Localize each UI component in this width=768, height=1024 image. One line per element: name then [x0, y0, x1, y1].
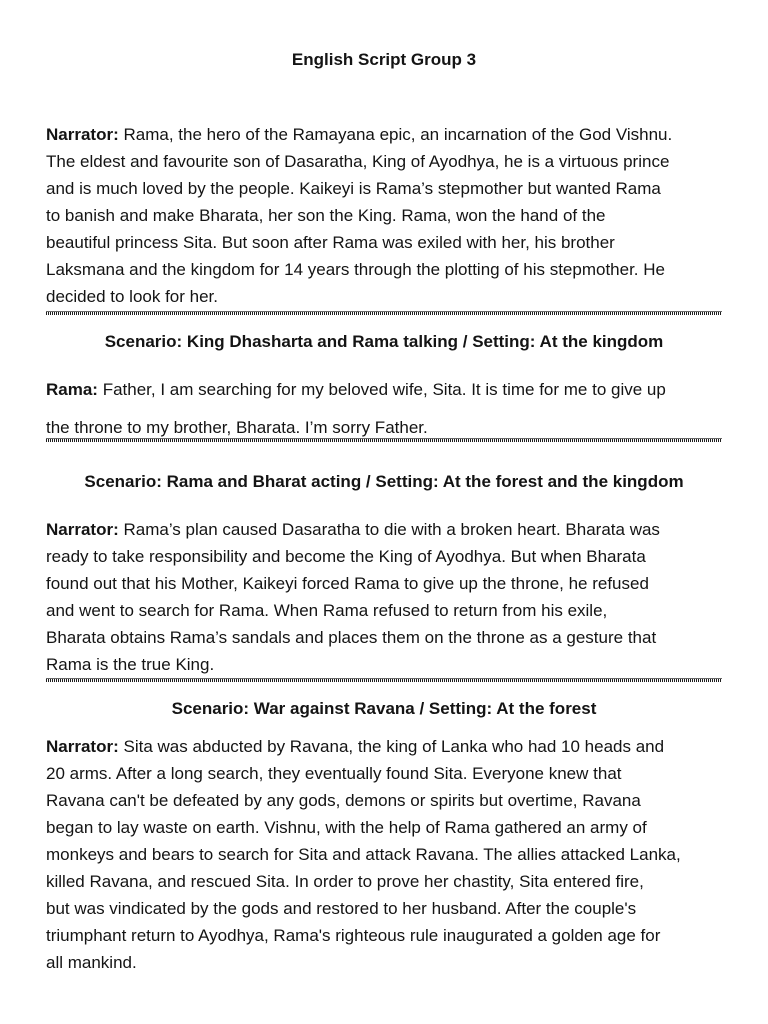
text-line: triumphant return to Ayodhya, Rama's righteous rule inaugurated a golden age for [46, 926, 661, 945]
intro-narration [46, 121, 746, 310]
text-line: monkeys and bears to search for Sita and attack Ravana. The allies attacked Lanka, [46, 845, 681, 864]
text-line: and went to search for Rama. When Rama refused to return from his exile, [46, 601, 608, 620]
line-text: Rama’s plan caused Dasaratha to die with a broken heart. Bharata was [123, 520, 660, 539]
text-line: Bharata obtains Rama’s sandals and places them on the throne as a gesture that [46, 628, 657, 647]
line-text: Rama, the hero of the Ramayana epic, an incarnation of the God Vishnu. [123, 125, 673, 144]
speaker-label: Narrator: [46, 125, 119, 144]
section-divider [46, 438, 722, 442]
text-line [46, 121, 746, 148]
scene-narration [46, 733, 746, 976]
scenario-heading: Scenario: King Dhasharta and Rama talking / Setting: At the kingdom [104, 332, 664, 351]
scenario-heading: Scenario: Rama and Bharat acting / Setting: At the forest and the kingdom [84, 472, 684, 491]
section-divider [46, 678, 722, 682]
text-line: began to lay waste on earth. Vishnu, with the help of Rama gathered an army of [46, 818, 647, 837]
scene-narration [46, 516, 746, 678]
text-line: the throne to my brother, Bharata. I’m sorry Father. [46, 418, 428, 437]
text-line: decided to look for her. [46, 287, 219, 306]
text-line [46, 516, 746, 543]
text-line [46, 371, 746, 409]
section-divider [46, 311, 722, 315]
speaker-label: Narrator: [46, 520, 119, 539]
text-line: and is much loved by the people. Kaikeyi is Rama’s stepmother but wanted Rama [46, 179, 661, 198]
text-line: The eldest and favourite son of Dasaratha, King of Ayodhya, he is a virtuous prince [46, 152, 670, 171]
text-line: beautiful princess Sita. But soon after Rama was exiled with her, his brother [46, 233, 615, 252]
text-line: Rama is the true King. [46, 655, 215, 674]
text-line: found out that his Mother, Kaikeyi forced Rama to give up the throne, he refused [46, 574, 649, 593]
text-line: ready to take responsibility and become the King of Ayodhya. But when Bharata [46, 547, 646, 566]
text-line: 20 arms. After a long search, they eventually found Sita. Everyone knew that [46, 764, 622, 783]
text-line: but was vindicated by the gods and restored to her husband. After the couple's [46, 899, 637, 918]
speaker-label: Narrator: [46, 737, 119, 756]
text-line: killed Ravana, and rescued Sita. In order to prove her chastity, Sita entered fire, [46, 872, 644, 891]
text-line: to banish and make Bharata, her son the King. Rama, won the hand of the [46, 206, 606, 225]
scenario-heading: Scenario: War against Ravana / Setting: At the forest [171, 699, 597, 718]
text-line: all mankind. [46, 953, 137, 972]
text-line: Laksmana and the kingdom for 14 years through the plotting of his stepmother. He [46, 260, 665, 279]
line-text: Sita was abducted by Ravana, the king of Lanka who had 10 heads and [123, 737, 665, 756]
text-line [46, 733, 746, 760]
page-title: English Script Group 3 [291, 50, 477, 69]
line-text: Father, I am searching for my beloved wife, Sita. It is time for me to give up [102, 380, 666, 399]
speaker-label: Rama: [46, 380, 98, 399]
scene-dialogue [46, 371, 746, 447]
text-line: Ravana can't be defeated by any gods, demons or spirits but overtime, Ravana [46, 791, 641, 810]
